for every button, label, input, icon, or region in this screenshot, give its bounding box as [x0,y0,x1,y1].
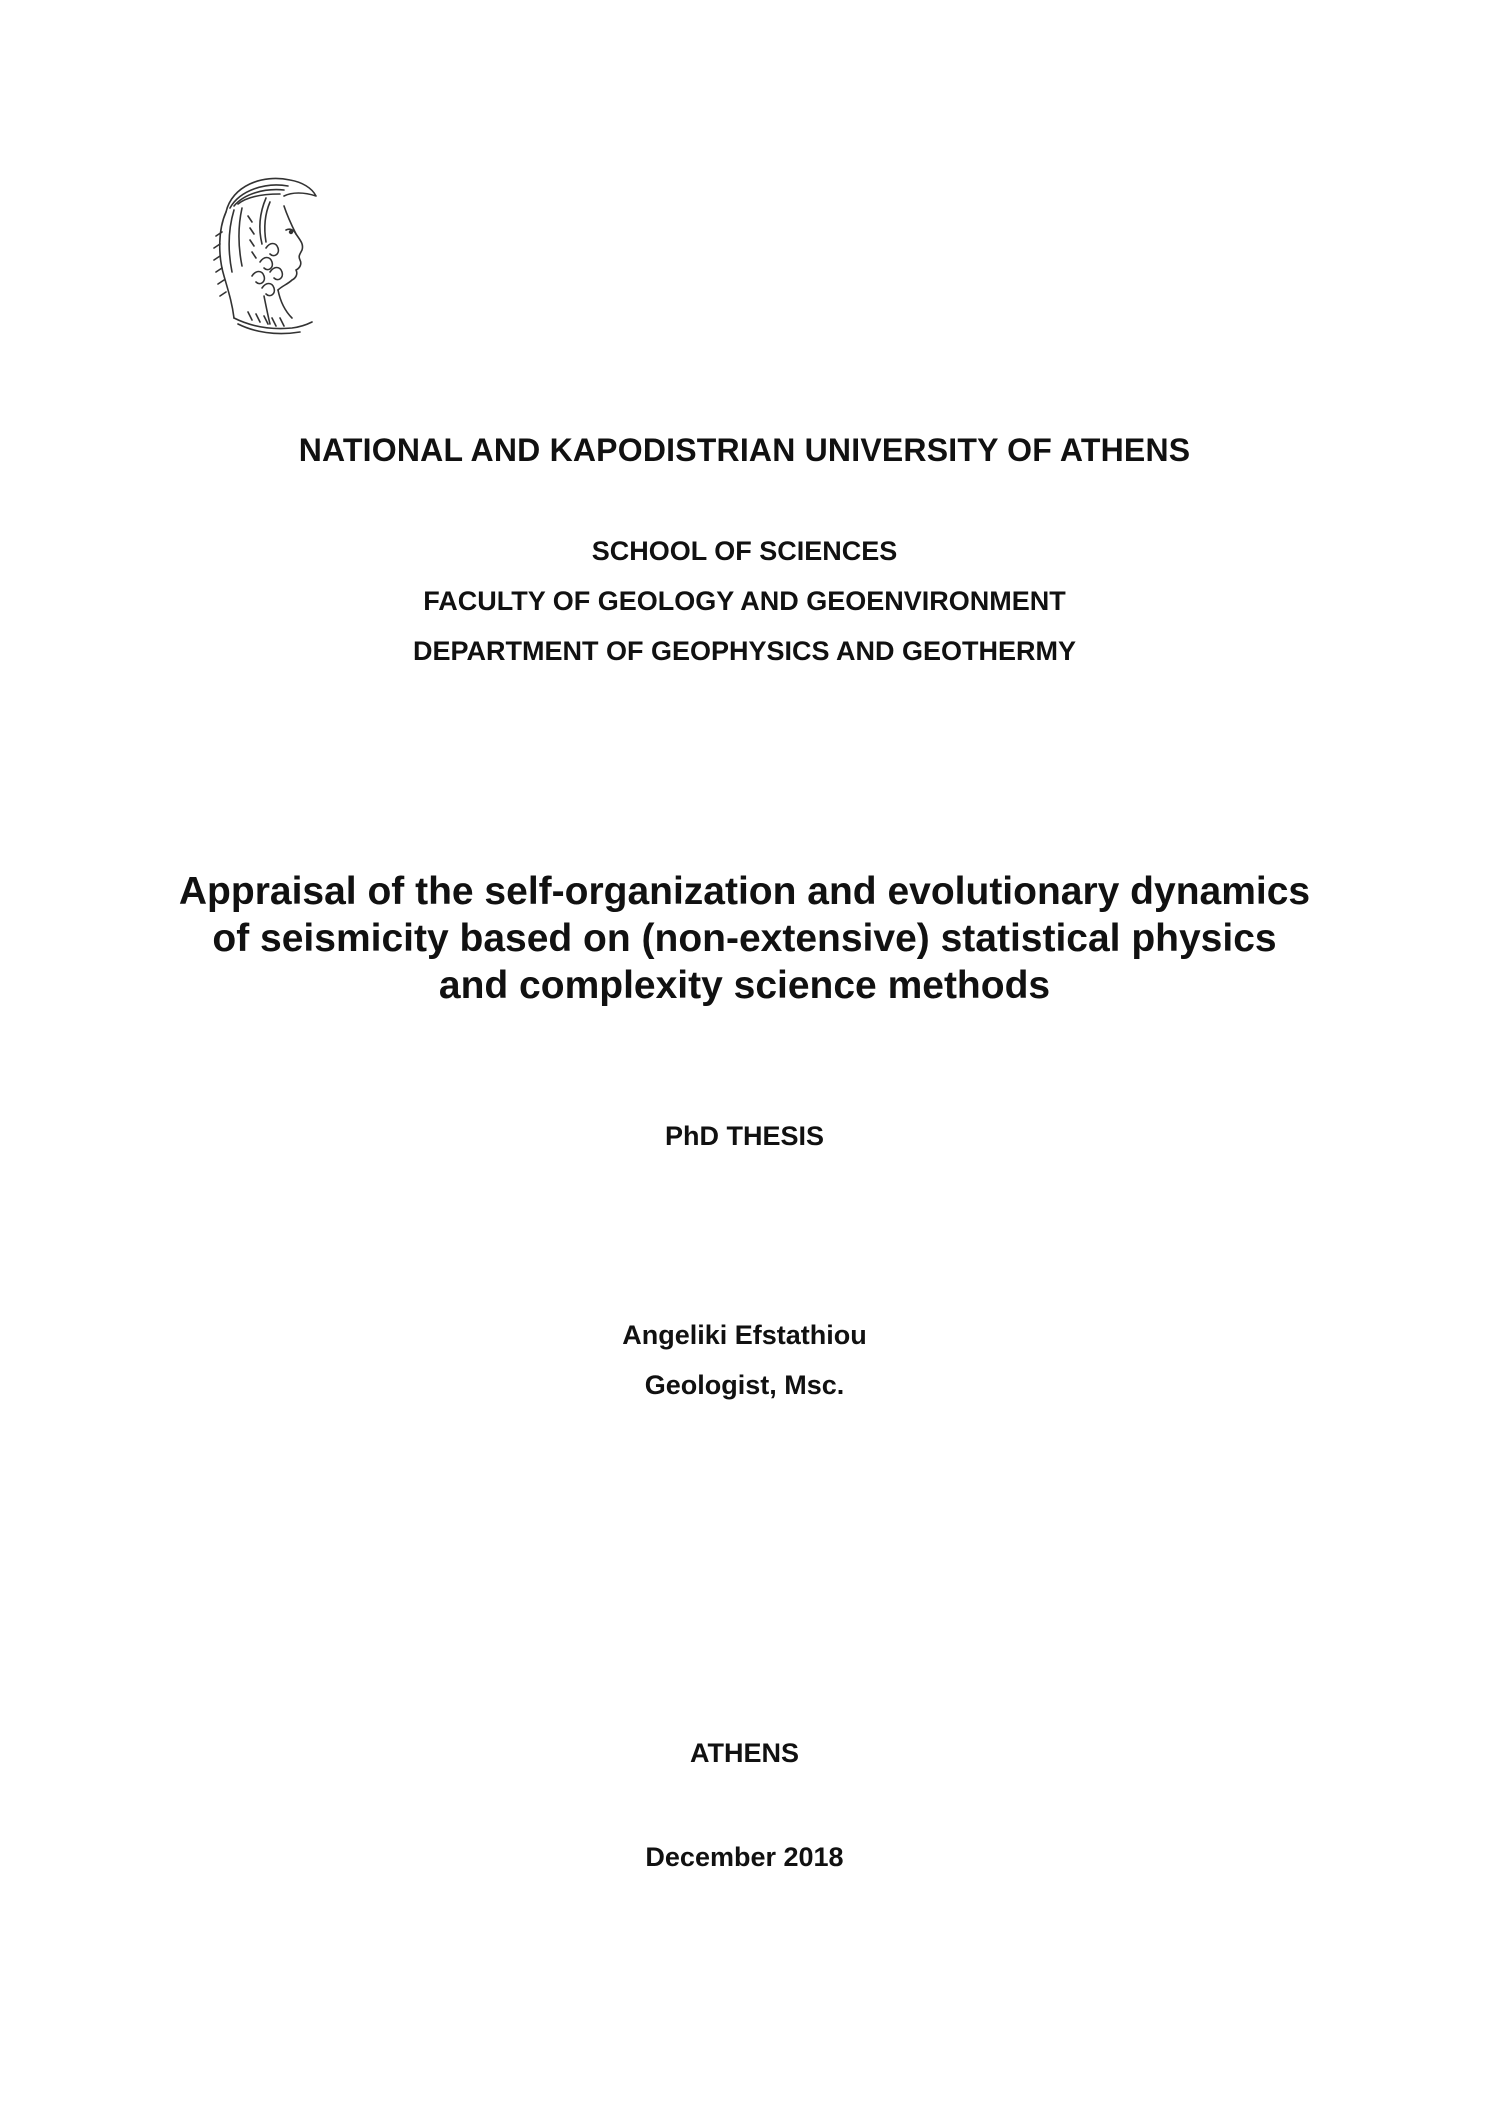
author-name: Angeliki Efstathiou [622,1320,867,1350]
athena-head-seal-icon [204,172,322,338]
thesis-title [0,868,1489,1009]
thesis-title-line: of seismicity based on (non-extensive) statistical physics [212,917,1277,960]
date: December 2018 [645,1842,844,1872]
department-name: DEPARTMENT OF GEOPHYSICS AND GEOTHERMY [412,636,1077,666]
author-credentials: Geologist, Msc. [644,1370,845,1400]
thesis-title-line: and complexity science methods [438,964,1051,1007]
city: ATHENS [689,1738,799,1768]
school-name: SCHOOL OF SCIENCES [591,536,898,566]
thesis-title-line: Appraisal of the self-organization and evolutionary dynamics [178,870,1311,913]
university-name: NATIONAL AND KAPODISTRIAN UNIVERSITY OF ATHENS [298,432,1191,468]
document-type: PhD THESIS [664,1121,825,1151]
faculty-name: FACULTY OF GEOLOGY AND GEOENVIRONMENT [423,586,1066,616]
